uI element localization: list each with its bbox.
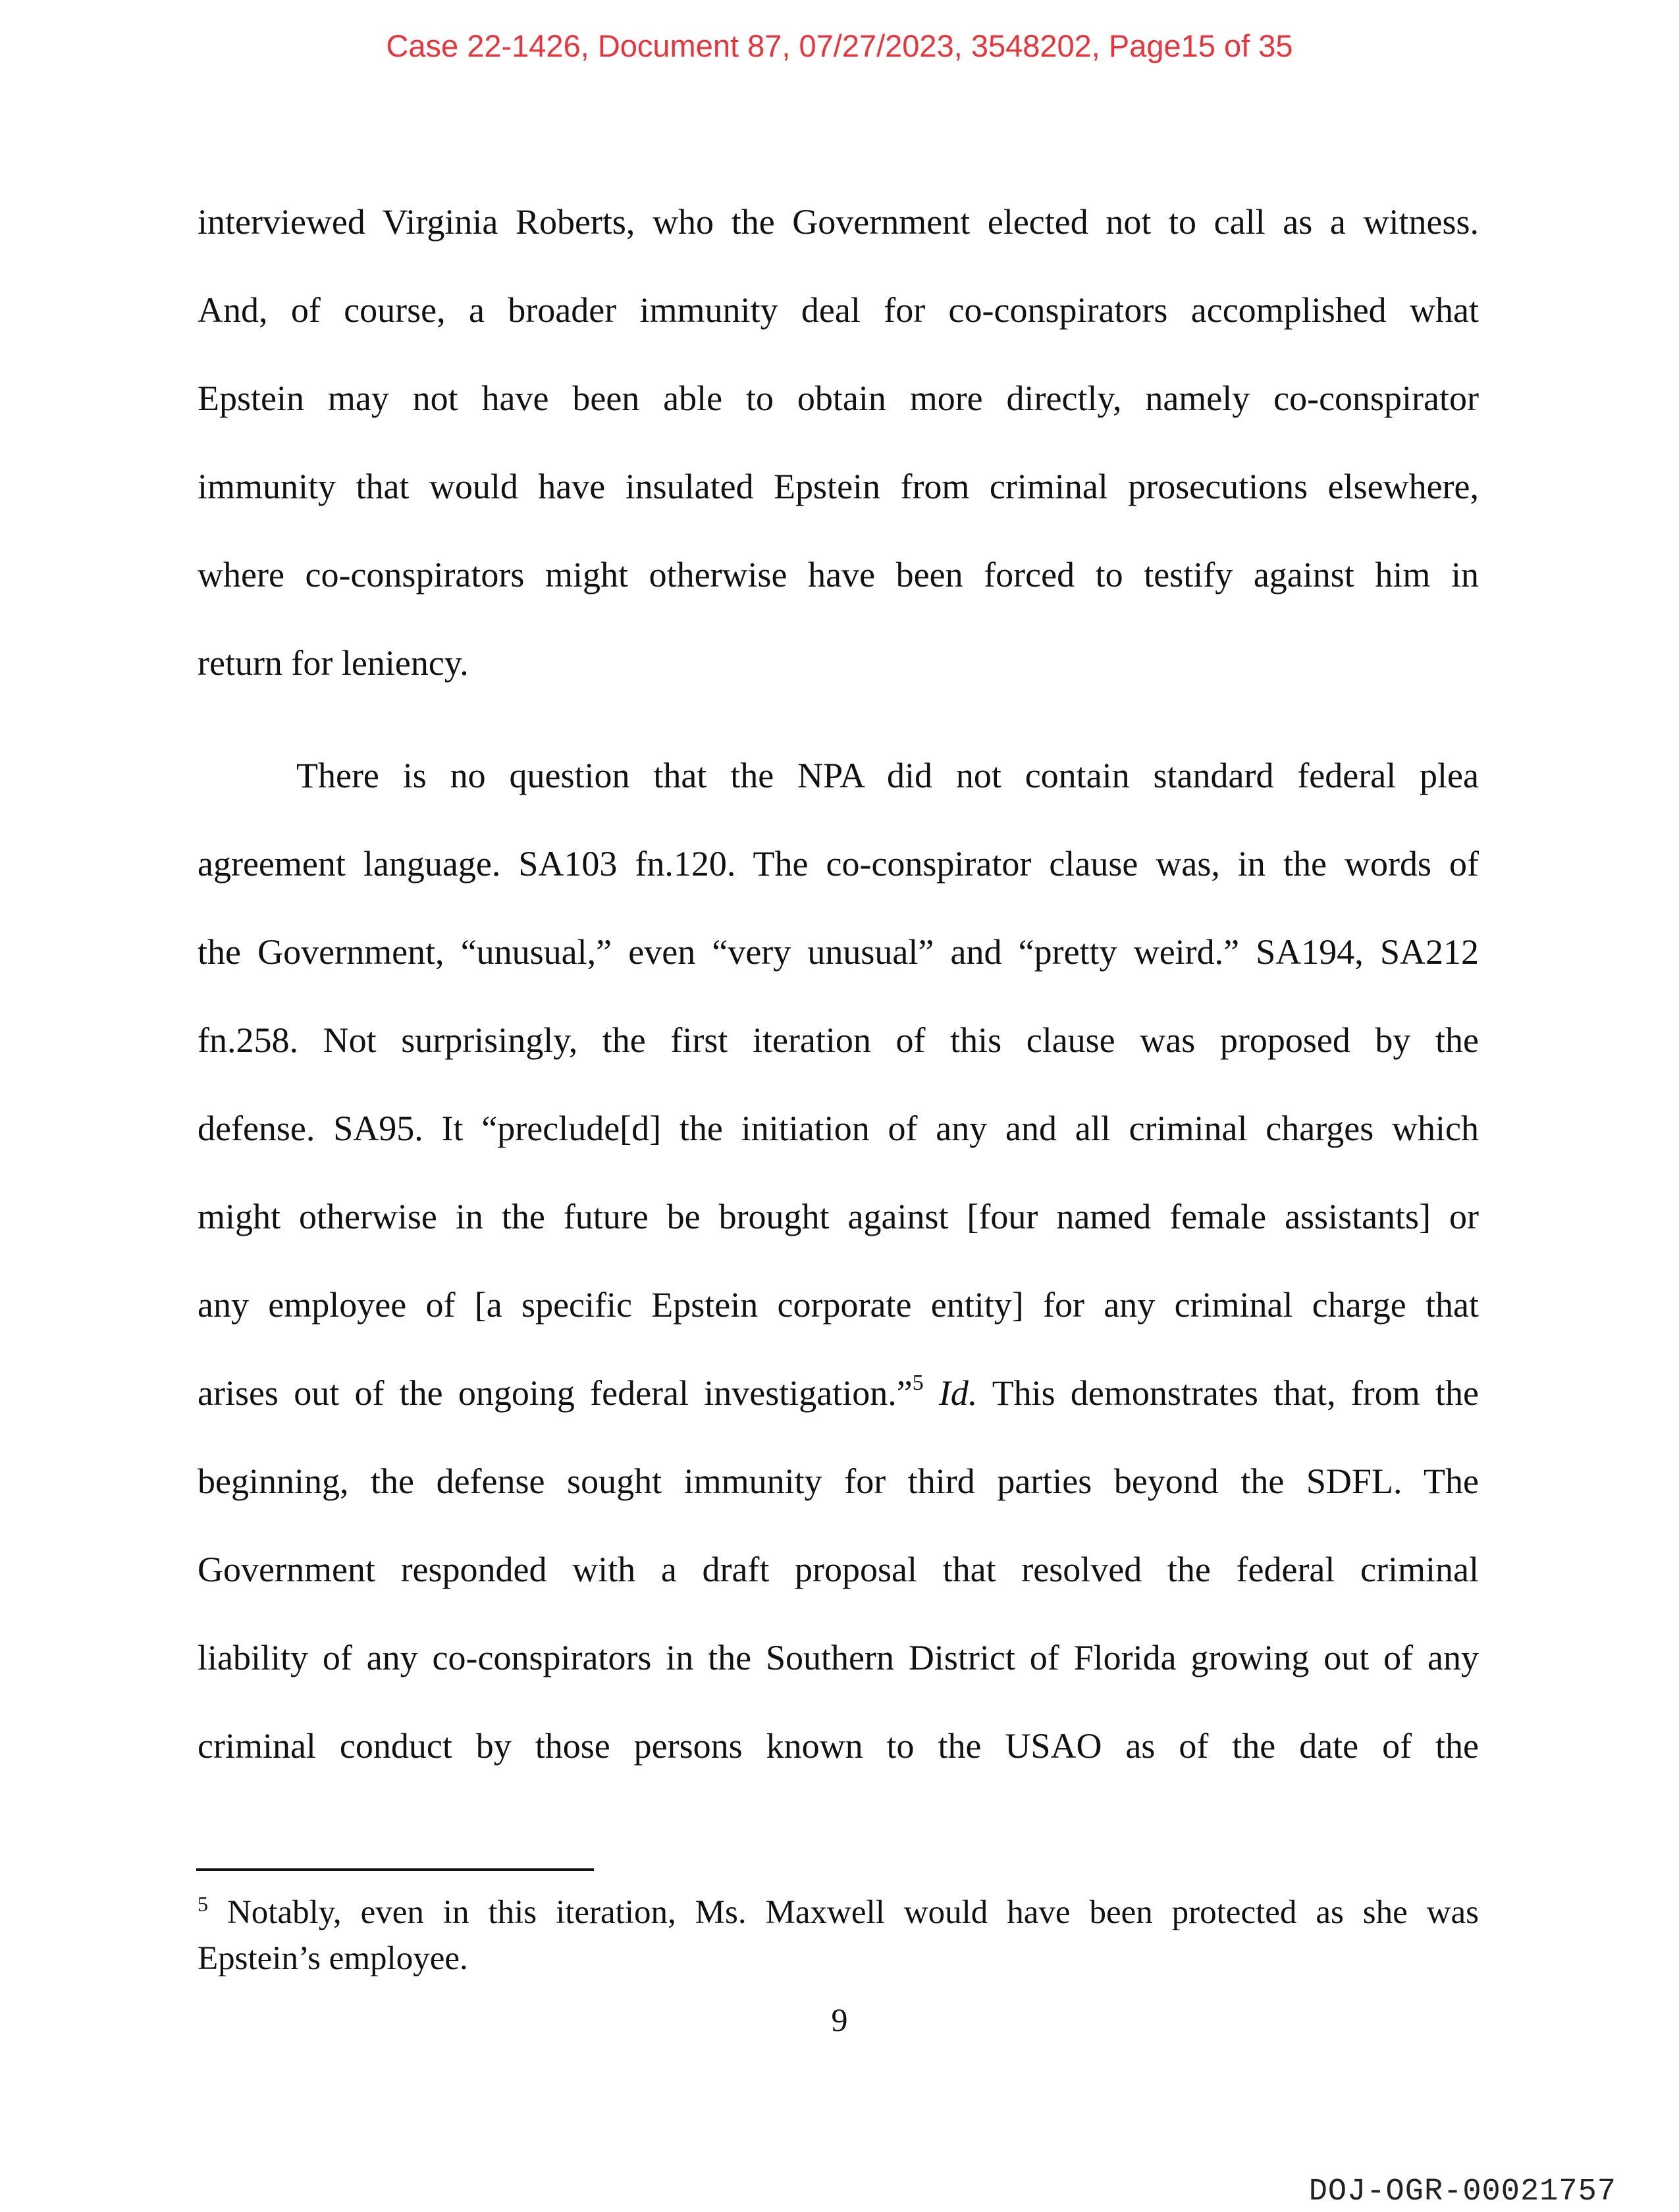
paragraph-2-line: any employee of [a specific Epstein corporate entity] for any criminal charge that <box>198 1285 1479 1325</box>
paragraph-2-line: agreement language. SA103 fn.120. The co-conspirator clause was, in the words of <box>198 844 1479 883</box>
case-header-stamp: Case 22-1426, Document 87, 07/27/2023, 3548202, Page15 of 35 <box>386 28 1293 63</box>
footnote-line: Epstein’s employee. <box>198 1940 468 1977</box>
paragraph-2-line: defense. SA95. It “preclude[d] the initiation of any and all criminal charges which <box>198 1109 1479 1148</box>
paragraph-1-line: return for leniency. <box>198 643 469 683</box>
paragraph-2-line: Government responded with a draft proposal that resolved the federal criminal <box>198 1550 1479 1589</box>
line-text: arises out of the ongoing federal investigation.” <box>198 1373 913 1413</box>
paragraph-2-line: beginning, the defense sought immunity for third parties beyond the SDFL. The <box>198 1462 1479 1501</box>
citation-id: Id. <box>938 1373 978 1413</box>
footnote-separator <box>196 1868 594 1871</box>
paragraph-1-line: where co-conspirators might otherwise have been forced to testify against him in <box>198 555 1479 594</box>
paragraph-1-line: Epstein may not have been able to obtain more directly, namely co-conspirator <box>198 379 1479 418</box>
paragraph-2-line-with-footnote <box>198 1370 1479 1416</box>
paragraph-2-line: criminal conduct by those persons known to the USAO as of the date of the <box>198 1726 1479 1766</box>
paragraph-2-line: fn.258. Not surprisingly, the first iteration of this clause was proposed by the <box>198 1020 1479 1060</box>
paragraph-2-line: There is no question that the NPA did not contain standard federal plea <box>296 756 1479 795</box>
footnote-number: 5 <box>198 1892 208 1916</box>
paragraph-2-line: the Government, “unusual,” even “very unusual” and “pretty weird.” SA194, SA212 <box>198 932 1479 972</box>
footnote-reference[interactable]: 5 <box>912 1371 924 1395</box>
paragraph-1-line: interviewed Virginia Roberts, who the Government elected not to call as a witness. <box>198 202 1479 242</box>
footnote-text: Notably, even in this iteration, Ms. Maxwell would have been protected as she was <box>208 1894 1479 1931</box>
paragraph-2-line: might otherwise in the future be brought against [four named female assistants] or <box>198 1197 1479 1236</box>
bates-number: DOJ-OGR-00021757 <box>1308 2174 1616 2209</box>
footnote-line <box>198 1891 1479 1934</box>
paragraph-2-line: liability of any co-conspirators in the Southern District of Florida growing out of any <box>198 1638 1479 1677</box>
paragraph-1-line: immunity that would have insulated Epstein from criminal prosecutions elsewhere, <box>198 467 1479 506</box>
line-text: This demonstrates that, from the <box>977 1373 1479 1413</box>
page-number: 9 <box>831 2001 848 2038</box>
paragraph-1-line: And, of course, a broader immunity deal for co-conspirators accomplished what <box>198 290 1479 330</box>
